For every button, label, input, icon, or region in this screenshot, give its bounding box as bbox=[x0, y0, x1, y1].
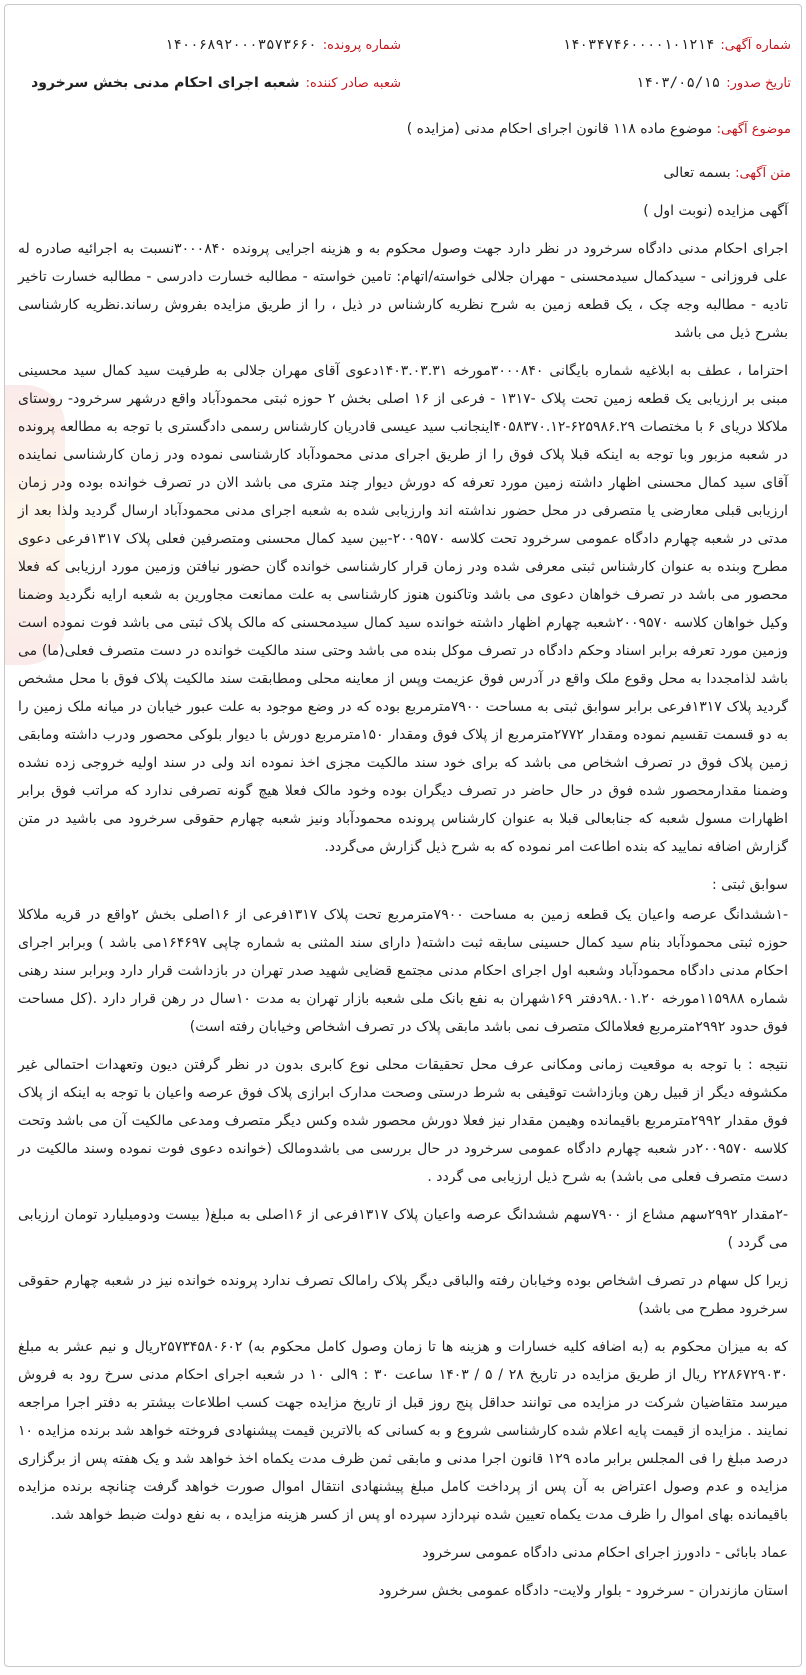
registration-history-heading: سوابق ثبتی : bbox=[711, 877, 788, 893]
paragraph-auction-terms: که به میزان محکوم به (به اضافه کلیه خسارات و هزینه ها تا زمان وصول کامل محکوم به) ۲۵۷۳۴۵۸۰۶۰۲ریال و نیم عشر به مبلغ ۲۲۸۶۷۲۹۰۳۰ ریال از طریق مزایده در تاریخ ۲۸ / ۵ / ۱۴۰۳ ساعت ۳۰ : ۹الی ۱۰ در شعبه اجرای احکام مدنی سرخ رود به فروش میرسد متقاضیان شرکت در مزایده می توانند حداقل پنج روز قبل از تاریخ مزایده جهت کسب اطلاعات بیشتر به دفتر اجرا مراجعه نمایند . مزایده از قیمت پایه اعلام شده کارشناسی شروع و به کسانی که بالاترین قیمت پیشنهادی فروخته خواهد شد برنده مزایده ۱۰ درصد مبلغ را فی المجلس برابر ماده ۱۲۹ قانون اجرا مدنی و مابقی ثمن ظرف مدت یکماه اخذ خواهد شد و یک هفته پس از برگزاری مزایده و عدم وصول اعتراض به آن پس از پرداخت کامل مبلغ پیشنهادی انتقال اموال صورت خواهد گرفت چنانچه برنده مزایده باقیمانده بهای اموال را ظرف مدت یکماه تعیین شده نپردازد سپرده او پس از کسر هزینه مزایده ، به نفع دولت ضبط خواهد شد. bbox=[18, 1339, 789, 1523]
issue-date-label: تاریخ صدور: bbox=[726, 76, 791, 91]
case-number-row bbox=[165, 37, 401, 53]
text-opening: بسمه تعالی bbox=[663, 165, 731, 181]
signature-address: استان مازندران - سرخرود - بلوار ولایت- دادگاه عمومی بخش سرخرود bbox=[378, 1583, 788, 1599]
paragraph-intro: اجرای احکام مدنی دادگاه سرخرود در نظر دارد جهت وصول محکوم به و هزینه اجرایی پرونده ۳۰۰۰۸۴۰نسبت به اجرائیه صادره له علی فروزانی - سیدکمال سیدمحسنی - مهران جلالی خواسته/اتهام: تامین خواسته - مطالبه خسارت دادرسی - مطالبه خسارت تاخیر تادیه - مطالبه وجه چک ، یک قطعه زمین به شرح نظریه کارشناس در ذیل ، را از طریق مزایده بفروش رساند.نظریه کارشناسی بشرح ذیل می باشد bbox=[18, 241, 788, 341]
ad-number: ۱۴۰۳۴۷۴۶۰۰۰۰۱۰۱۲۱۴ bbox=[562, 37, 715, 53]
paragraph-conclusion: نتیجه : با توجه به موقعیت زمانی ومکانی عرف محل تحقیقات محلی نوع کابری بدون در نظر گرفتن دیون وتعهدات احتمالی غیر مکشوفه دیگر از قبیل رهن وبازداشت توقیفی به شرط درستی وصحت مدارک ابرازی پلاک فوق عرصه واعیان با توجه به اینکه از پلاک فوق مقدار ۲۹۹۲مترمربع باقیمانده وهیمن مقدار نیز فعلا دورش محصور شده وکس دیگر متصرف ومدعی مالکیت آن می باشد وتحت کلاسه ۲۰۰۹۵۷۰در شعبه چهارم دادگاه عمومی سرخرود در حال بررسی می باشدومالک (خوانده دعوی فوت نموده وسند مالکیت در دست متصرف فعلی می باشد) به شرح ذیل ارزیابی می گردد . bbox=[18, 1057, 788, 1185]
text-label: متن آگهی: bbox=[735, 166, 791, 181]
issuer: شعبه اجرای احکام مدنی بخش سرخرود bbox=[31, 75, 300, 91]
subject-label: موضوع آگهی: bbox=[716, 122, 791, 137]
paragraph-expert-report: احتراما ، عطف به ابلاغیه شماره بایگانی ۳۰۰۰۸۴۰مورخه ۱۴۰۳.۰۳.۳۱دعوی آقای مهران جلالی به طرفیت سید کمال سید محسینی مبنی بر ارزیابی یک قطعه زمین تحت پلاک -۱۳۱۷ - فرعی از ۱۶ اصلی بخش ۲ حوزه ثبتی محمودآباد واقع درشهر سرخرود- روستای ملاکلا دریای ۶ با مختصات ۶۲۵۹۸۶.۲۹-۴۰۵۸۳۷۰.۱۲اینجانب سید عیسی قادریان کارشناس رسمی دادگستری با توجه به مطالعه پرونده در شعبه مزبور وبا توجه به اینکه قبلا پلاک فوق را از طریق اجرای مدنی محمودآباد کارشناسی نموده ودر زمان کارشناسی نماینده آقای سید کمال محسنی اظهار داشته زمین مورد تعرفه که دورش دیوار چند متری می باشد الان در تصرف خوانده بوده ودر زمان ارزیابی قبلی معارضی یا متصرفی در محل حضور نداشته اند وارزیابی شده به شعبه اجرای مدنی محمودآباد ارسال گردید ولذا بعد از مدتی در شعبه چهارم دادگاه عمومی سرخرود تحت کلاسه ۲۰۰۹۵۷۰-بین سید کمال محسنی ومتصرفین فعلی پلاک ۱۳۱۷فرعی دعوی مطرح وبنده به عنوان کارشناس ثبتی معرفی شده ودر زمان قرار کارشناسی خوانده گان حضور نیافتن وزمین مورد ارزیابی که فعلا محصور می باشد در تصرف خواهان دعوی می باشد وتاکنون هنوز کارشناسی به علت ممانعت مجاورین به شعبه ارایه نگردید وضمنا وکیل خواهان کلاسه ۲۰۰۹۵۷۰شعبه چهارم اظهار داشته خوانده سید کمال سیدمحسنی که مالک پلاک ثبتی می باشد فوت نموده است وزمین مورد تعرفه برابر اسناد وحکم دادگاه در تصرف موکل بنده می باشد وحتی سند مالکیت خوانده در دست متصرف فعلی(ما) می باشد لذامجددا به محل وقوع ملک واقع در آدرس فوق عزیمت وپس از معاینه محلی ومطابقت سند مالکیت پلاک فوق با محل مشخص گردید پلاک ۱۳۱۷فرعی برابر سوابق ثبتی به مساحت ۷۹۰۰مترمربع بوده که در وضع موجود به علت عبور خیابان در میانه ملک زمین را به دو قسمت تقسیم نموده ومقدار ۲۷۷۲مترمربع از پلاک فوق ومقدار ۱۵۰مترمربع دورش با دیوار بلوکی محصور ودرب داشته ومابقی زمین پلاک فوق در تصرف اشخاص می باشد که برای خود سند مالکیت مجزی اخذ نموده اند ولی در سند اولیه خروجی زده نشده وضمنا مقدارمحصور شده فوق در حال حاضر در تصرف دیگران بوده وخود مالک فعلا هیچ گونه تصرفی ندارد که مراتب فوق برابر اظهارات مسول شعبه که جنابعالی قبلا به عنوان کارشناس پرونده محمودآباد ونیز شعبه چهارم حقوقی سرخرود می باشید در متن گزارش اضافه نمایید که بنده اطاعت امر نموده که به شرح ذیل گزارش می‌گردد. bbox=[18, 363, 789, 855]
paragraph-registration: -۱ششدانگ عرصه واعیان یک قطعه زمین به مساحت ۷۹۰۰مترمربع تحت پلاک ۱۳۱۷فرعی از ۱۶اصلی بخش ۲واقع در قریه ملاکلا حوزه ثبتی محمودآباد بنام سید کمال حسینی سابقه ثبت داشته( دارای سند المثنی به شماره چاپی ۱۶۴۶۹۷می باشد ) وبرابر اجرای احکام مدنی دادگاه محمودآباد وشعبه اول اجرای احکام مدنی مجتمع قضایی شهید صدر تهران در بازداشت قرار دارد وبرابر سند رهنی شماره ۱۱۵۹۸۸مورخه ۹۸.۰۱.۲۰دفتر ۱۶۹شهران به نفع بانک ملی شعبه بازار تهران به مدت ۱۰سال در رهن قرار دارد .(کل مساحت فوق حدود ۲۹۹۲مترمربع فعلامالک متصرف نمی باشد مابقی پلاک در تصرف اشخاص وخیابان رفته است) bbox=[18, 907, 789, 1035]
ad-document bbox=[4, 4, 802, 1667]
ad-number-row bbox=[563, 37, 791, 53]
issue-date-row bbox=[636, 75, 791, 91]
subject-row bbox=[15, 121, 791, 137]
paragraph-reason: زیرا کل سهام در تصرف اشخاص بوده وخیابان رفته والباقی دیگر پلاک رامالک تصرف ندارد پرونده خوانده نیز در شعبه چهارم حقوقی سرخرود مطرح می باشد) bbox=[18, 1273, 788, 1317]
paragraph-valuation: -۲مقدار ۲۹۹۲سهم مشاع از ۷۹۰۰سهم ششدانگ عرصه واعیان پلاک ۱۳۱۷فرعی از ۱۶اصلی به مبلغ( بیست ودومیلیارد تومان ارزیابی می گردد ) bbox=[18, 1207, 789, 1251]
auction-heading: آگهی مزایده (نوبت اول ) bbox=[643, 203, 788, 219]
issue-date: ۱۴۰۳/۰۵/۱۵ bbox=[635, 75, 721, 91]
subject-value: موضوع ماده ۱۱۸ قانون اجرای احکام مدنی (مزایده ) bbox=[406, 121, 713, 137]
case-number-label: شماره پرونده: bbox=[322, 38, 401, 53]
text-label-row bbox=[663, 165, 791, 181]
signature-officer: عماد بابائی - دادورز اجرای احکام مدنی دادگاه عمومی سرخرود bbox=[422, 1545, 788, 1561]
case-number: ۱۴۰۰۶۸۹۲۰۰۰۳۵۷۳۶۶۰ bbox=[164, 37, 317, 53]
issuer-row bbox=[31, 75, 401, 91]
ad-number-label: شماره آگهی: bbox=[720, 38, 791, 53]
ad-body bbox=[18, 197, 788, 1615]
issuer-label: شعبه صادر کننده: bbox=[305, 76, 401, 91]
ad-header bbox=[5, 5, 801, 99]
